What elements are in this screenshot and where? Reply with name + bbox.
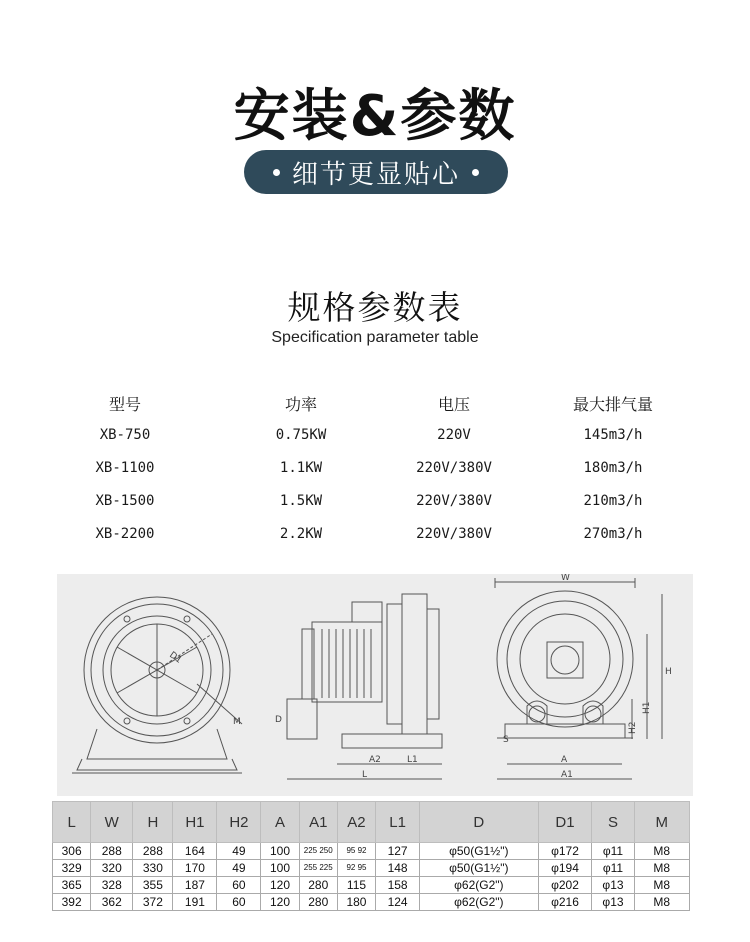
dimension-cell: 120 [261,894,299,911]
spec-row [60,418,690,451]
dimension-cell: 280 [299,877,337,894]
spec-row [60,517,690,550]
label-a2: A2 [369,755,381,765]
label-w: W [561,574,570,583]
label-l1: L1 [407,755,418,765]
dimension-cell: 170 [173,860,217,877]
dimension-cell: M8 [634,860,689,877]
subtitle-pill [244,150,508,194]
label-m: M [233,717,241,727]
spec-cell: XB-1100 [95,459,155,476]
spec-subtitle: Specification parameter table [271,329,479,346]
label-d: D [275,715,282,725]
spec-cell: 145m3/h [583,426,643,443]
spec-row [60,484,690,517]
dimension-cell: 120 [261,877,299,894]
dimension-row [53,877,690,894]
dimension-row [53,843,690,860]
dimension-cell: 49 [217,843,261,860]
dimension-header-cell: D [420,802,538,843]
dimension-cell: 124 [376,894,420,911]
dimension-cell: 191 [173,894,217,911]
spec-cell: 220V [437,426,471,443]
label-h2: H2 [628,721,638,734]
label-a1: A1 [561,770,573,780]
dimension-cell: φ50(G1½") [420,860,538,877]
dimension-cell: 255 225 [299,860,337,877]
pill-dot-right [472,169,479,176]
spec-cell: 2.2KW [279,525,323,542]
dimension-cell: 288 [91,843,133,860]
spec-title: 规格参数表 [287,288,463,327]
dimension-cell: 60 [217,877,261,894]
label-h1: H1 [642,701,652,714]
dimension-cell: 392 [53,894,91,911]
dimension-cell: φ172 [538,843,592,860]
label-h: H [665,667,672,677]
dimension-cell: φ13 [592,894,634,911]
dimension-cell: 49 [217,860,261,877]
main-title: 安装&参数 [233,84,517,149]
dimension-cell: φ62(G2") [420,877,538,894]
dimension-cell: 365 [53,877,91,894]
dimension-cell: 330 [133,860,173,877]
dimension-cell: 187 [173,877,217,894]
dimension-header-cell: D1 [538,802,592,843]
dimension-cell: 95 92 [337,843,375,860]
dimension-header-cell: M [634,802,689,843]
dimension-cell: 320 [91,860,133,877]
dimension-cell: M8 [634,843,689,860]
spec-cell: XB-1500 [95,492,155,509]
installation-drawings [57,574,693,796]
spec-cell: XB-750 [99,426,151,443]
dimension-cell: φ216 [538,894,592,911]
dimension-cell: φ202 [538,877,592,894]
dimension-row [53,860,690,877]
dimension-header-cell: H2 [217,802,261,843]
dimension-cell: 306 [53,843,91,860]
dimension-cell: 355 [133,877,173,894]
dimension-cell: 164 [173,843,217,860]
dimension-cell: 92 95 [337,860,375,877]
spec-cell: 1.5KW [279,492,323,509]
dimension-cell: 158 [376,877,420,894]
spec-cell: XB-2200 [95,525,155,542]
dimension-cell: M8 [634,877,689,894]
label-d1: D1 [167,650,184,666]
dimension-cell: 329 [53,860,91,877]
dimension-cell: 148 [376,860,420,877]
dimension-header-cell: L [53,802,91,843]
dimension-cell: 180 [337,894,375,911]
spec-cell: 270m3/h [583,525,643,542]
label-l: L [362,770,368,780]
spec-header-model: 型号 [108,394,141,414]
dimension-cell: φ11 [592,843,634,860]
spec-cell: 220V/380V [416,492,492,509]
spec-cell: 180m3/h [583,459,643,476]
spec-cell: 1.1KW [279,459,323,476]
dimension-header-cell: H [133,802,173,843]
spec-cell: 0.75KW [275,426,327,443]
dimension-header-cell: S [592,802,634,843]
dimension-header-cell: A1 [299,802,337,843]
spec-header-power: 功率 [284,394,317,414]
dimension-cell: 127 [376,843,420,860]
dimension-cell: 372 [133,894,173,911]
spec-cell: 210m3/h [583,492,643,509]
dimension-header-cell: A [261,802,299,843]
label-s: S [503,735,509,745]
dimension-cell: 288 [133,843,173,860]
dimension-cell: 115 [337,877,375,894]
dimension-cell: φ194 [538,860,592,877]
dimension-cell: 362 [91,894,133,911]
dimension-row [53,894,690,911]
dimension-cell: φ62(G2") [420,894,538,911]
pill-text: 细节更显贴心 [291,159,460,190]
spec-header-airflow: 最大排气量 [572,394,653,414]
spec-cell: 220V/380V [416,459,492,476]
dimension-cell: φ13 [592,877,634,894]
spec-cell: 220V/380V [416,525,492,542]
dimension-header-row [53,802,690,843]
spec-header-voltage: 电压 [437,394,470,414]
dimension-header-cell: W [91,802,133,843]
dimension-cell: 60 [217,894,261,911]
pill-dot-left [273,169,280,176]
dimension-header-cell: A2 [337,802,375,843]
dimension-cell: M8 [634,894,689,911]
spec-table [60,388,690,550]
dimension-cell: 225 250 [299,843,337,860]
dimension-cell: φ11 [592,860,634,877]
dimension-cell: 100 [261,860,299,877]
spec-row [60,451,690,484]
dimension-cell: 328 [91,877,133,894]
spec-header-row [60,388,690,418]
label-a: A [561,755,568,765]
dimension-cell: φ50(G1½") [420,843,538,860]
dimension-cell: 100 [261,843,299,860]
dimension-header-cell: L1 [376,802,420,843]
dimension-cell: 280 [299,894,337,911]
dimension-table [52,801,690,911]
dimension-header-cell: H1 [173,802,217,843]
